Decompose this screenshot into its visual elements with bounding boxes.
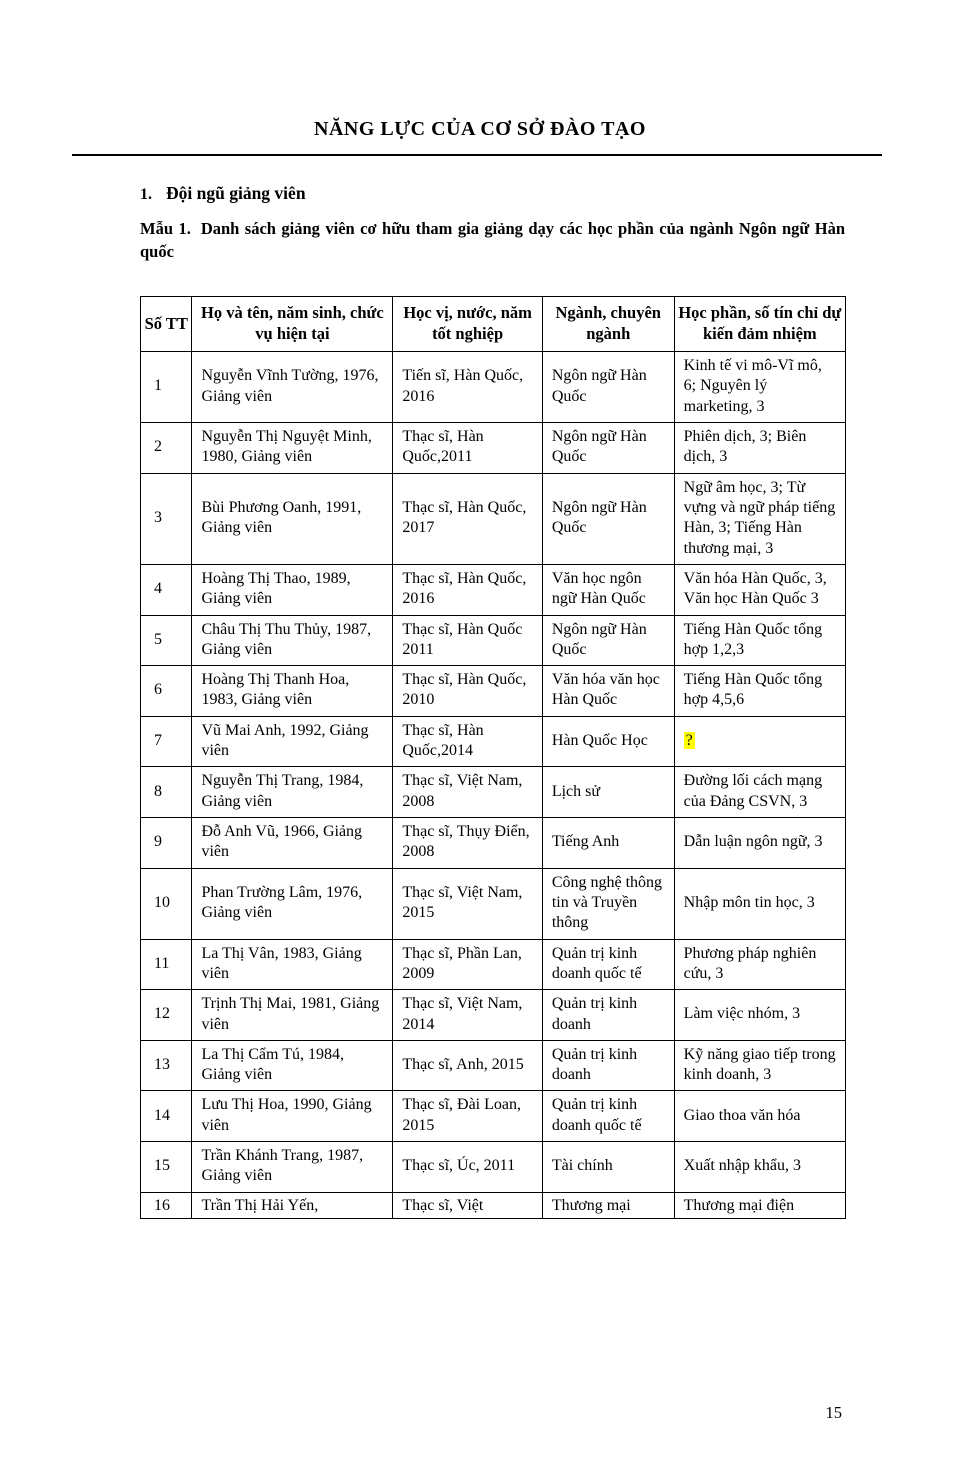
cell-degree: Thạc sĩ, Thụy Điển, 2008 xyxy=(393,818,542,869)
cell-name: La Thị Cẩm Tú, 1984, Giảng viên xyxy=(192,1040,393,1091)
cell-courses: Kỹ năng giao tiếp trong kinh doanh, 3 xyxy=(674,1040,845,1091)
table-header xyxy=(141,297,846,352)
cell-degree: Thạc sĩ, Hàn Quốc, 2010 xyxy=(393,666,542,717)
table-row xyxy=(141,1091,846,1142)
cell-courses: Giao thoa văn hóa xyxy=(674,1091,845,1142)
cell-major: Tài chính xyxy=(542,1142,674,1193)
cell-stt: 13 xyxy=(141,1040,192,1091)
cell-name: Châu Thị Thu Thủy, 1987, Giảng viên xyxy=(192,615,393,666)
cell-degree: Thạc sĩ, Phần Lan, 2009 xyxy=(393,939,542,990)
cell-stt: 15 xyxy=(141,1142,192,1193)
header-stt: Số TT xyxy=(141,297,192,352)
cell-degree: Thạc sĩ, Việt Nam, 2014 xyxy=(393,990,542,1041)
cell-major: Hàn Quốc Học xyxy=(542,716,674,767)
document-content xyxy=(140,183,845,1219)
cell-name: Nguyễn Thị Trang, 1984, Giảng viên xyxy=(192,767,393,818)
cell-name: La Thị Vân, 1983, Giảng viên xyxy=(192,939,393,990)
cell-stt: 2 xyxy=(141,423,192,474)
highlighted-text: ? xyxy=(685,731,693,749)
cell-name: Phan Trường Lâm, 1976, Giảng viên xyxy=(192,868,393,939)
table-row xyxy=(141,939,846,990)
cell-degree: Thạc sĩ, Hàn Quốc, 2016 xyxy=(393,564,542,615)
cell-stt: 16 xyxy=(141,1192,192,1218)
section-heading xyxy=(140,183,845,204)
cell-major: Quản trị kinh doanh quốc tế xyxy=(542,1091,674,1142)
header-courses: Học phần, số tín chỉ dự kiến đảm nhiệm xyxy=(674,297,845,352)
form-caption xyxy=(140,217,845,263)
cell-name: Nguyễn Thị Nguyệt Minh, 1980, Giảng viên xyxy=(192,423,393,474)
cell-stt: 7 xyxy=(141,716,192,767)
section-title: Đội ngũ giảng viên xyxy=(166,183,306,203)
cell-courses: Tiếng Hàn Quốc tổng hợp 4,5,6 xyxy=(674,666,845,717)
cell-major: Ngôn ngữ Hàn Quốc xyxy=(542,352,674,423)
table-row xyxy=(141,990,846,1041)
cell-courses: Đường lối cách mạng của Đảng CSVN, 3 xyxy=(674,767,845,818)
table-row xyxy=(141,615,846,666)
cell-major: Tiếng Anh xyxy=(542,818,674,869)
cell-major: Ngôn ngữ Hàn Quốc xyxy=(542,615,674,666)
cell-major: Ngôn ngữ Hàn Quốc xyxy=(542,473,674,564)
header-degree: Học vị, nước, năm tốt nghiệp xyxy=(393,297,542,352)
header-name: Họ và tên, năm sinh, chức vụ hiện tại xyxy=(192,297,393,352)
table-body xyxy=(141,352,846,1219)
section-number: 1. xyxy=(140,186,152,203)
cell-major: Quản trị kinh doanh xyxy=(542,1040,674,1091)
cell-degree: Thạc sĩ, Việt xyxy=(393,1192,542,1218)
cell-major: Quản trị kinh doanh xyxy=(542,990,674,1041)
cell-stt: 4 xyxy=(141,564,192,615)
cell-degree: Thạc sĩ, Việt Nam, 2008 xyxy=(393,767,542,818)
cell-stt: 8 xyxy=(141,767,192,818)
cell-major: Công nghệ thông tin và Truyền thông xyxy=(542,868,674,939)
cell-degree: Thạc sĩ, Hàn Quốc,2014 xyxy=(393,716,542,767)
table-row xyxy=(141,352,846,423)
cell-courses: Kinh tế vi mô-Vĩ mô, 6; Nguyên lý marketing, 3 xyxy=(674,352,845,423)
form-caption-label: Mẫu 1. xyxy=(140,219,191,238)
header-major: Ngành, chuyên ngành xyxy=(542,297,674,352)
cell-courses xyxy=(674,716,845,767)
cell-name: Vũ Mai Anh, 1992, Giảng viên xyxy=(192,716,393,767)
lecturers-table xyxy=(140,296,846,1219)
cell-courses: Ngữ âm học, 3; Từ vựng và ngữ pháp tiếng Hàn, 3; Tiếng Hàn thương mại, 3 xyxy=(674,473,845,564)
cell-major: Văn hóa văn học Hàn Quốc xyxy=(542,666,674,717)
cell-stt: 11 xyxy=(141,939,192,990)
table-row xyxy=(141,1040,846,1091)
table-row xyxy=(141,1192,846,1218)
cell-stt: 3 xyxy=(141,473,192,564)
cell-degree: Thạc sĩ, Úc, 2011 xyxy=(393,1142,542,1193)
cell-stt: 12 xyxy=(141,990,192,1041)
cell-degree: Thạc sĩ, Việt Nam, 2015 xyxy=(393,868,542,939)
cell-major: Văn học ngôn ngữ Hàn Quốc xyxy=(542,564,674,615)
cell-name: Đỗ Anh Vũ, 1966, Giảng viên xyxy=(192,818,393,869)
cell-name: Trịnh Thị Mai, 1981, Giảng viên xyxy=(192,990,393,1041)
cell-courses: Thương mại điện xyxy=(674,1192,845,1218)
cell-name: Trần Khánh Trang, 1987, Giảng viên xyxy=(192,1142,393,1193)
cell-degree: Thạc sĩ, Đài Loan, 2015 xyxy=(393,1091,542,1142)
table-row xyxy=(141,716,846,767)
table-header-row xyxy=(141,297,846,352)
cell-major: Lịch sử xyxy=(542,767,674,818)
cell-stt: 5 xyxy=(141,615,192,666)
cell-courses: Tiếng Hàn Quốc tổng hợp 1,2,3 xyxy=(674,615,845,666)
table-row xyxy=(141,473,846,564)
cell-name: Hoàng Thị Thao, 1989, Giảng viên xyxy=(192,564,393,615)
title-divider xyxy=(72,154,882,156)
table-row xyxy=(141,423,846,474)
form-caption-text: Danh sách giảng viên cơ hữu tham gia giảng dạy các học phần của ngành Ngôn ngữ Hàn quốc xyxy=(140,219,846,262)
table-row xyxy=(141,564,846,615)
cell-degree: Thạc sĩ, Hàn Quốc,2011 xyxy=(393,423,542,474)
cell-major: Quản trị kinh doanh quốc tế xyxy=(542,939,674,990)
cell-name: Hoàng Thị Thanh Hoa, 1983, Giảng viên xyxy=(192,666,393,717)
table-row xyxy=(141,666,846,717)
cell-name: Trần Thị Hải Yến, xyxy=(192,1192,393,1218)
cell-courses: Nhập môn tin học, 3 xyxy=(674,868,845,939)
cell-courses: Văn hóa Hàn Quốc, 3, Văn học Hàn Quốc 3 xyxy=(674,564,845,615)
cell-degree: Thạc sĩ, Anh, 2015 xyxy=(393,1040,542,1091)
cell-stt: 9 xyxy=(141,818,192,869)
page-number: 15 xyxy=(825,1403,842,1422)
cell-courses: Xuất nhập khẩu, 3 xyxy=(674,1142,845,1193)
cell-stt: 6 xyxy=(141,666,192,717)
cell-degree: Tiến sĩ, Hàn Quốc, 2016 xyxy=(393,352,542,423)
cell-degree: Thạc sĩ, Hàn Quốc, 2017 xyxy=(393,473,542,564)
cell-courses: Làm việc nhóm, 3 xyxy=(674,990,845,1041)
cell-name: Bùi Phương Oanh, 1991, Giảng viên xyxy=(192,473,393,564)
table-row xyxy=(141,767,846,818)
table-row xyxy=(141,1142,846,1193)
cell-stt: 14 xyxy=(141,1091,192,1142)
cell-courses: Phương pháp nghiên cứu, 3 xyxy=(674,939,845,990)
table-row xyxy=(141,818,846,869)
cell-courses: Phiên dịch, 3; Biên dịch, 3 xyxy=(674,423,845,474)
cell-courses: Dẫn luận ngôn ngữ, 3 xyxy=(674,818,845,869)
cell-major: Thương mại xyxy=(542,1192,674,1218)
cell-degree: Thạc sĩ, Hàn Quốc 2011 xyxy=(393,615,542,666)
cell-major: Ngôn ngữ Hàn Quốc xyxy=(542,423,674,474)
table-row xyxy=(141,868,846,939)
cell-name: Lưu Thị Hoa, 1990, Giảng viên xyxy=(192,1091,393,1142)
cell-stt: 10 xyxy=(141,868,192,939)
page-title: NĂNG LỰC CỦA CƠ SỞ ĐÀO TẠO xyxy=(314,118,646,140)
cell-name: Nguyễn Vĩnh Tường, 1976, Giảng viên xyxy=(192,352,393,423)
cell-stt: 1 xyxy=(141,352,192,423)
